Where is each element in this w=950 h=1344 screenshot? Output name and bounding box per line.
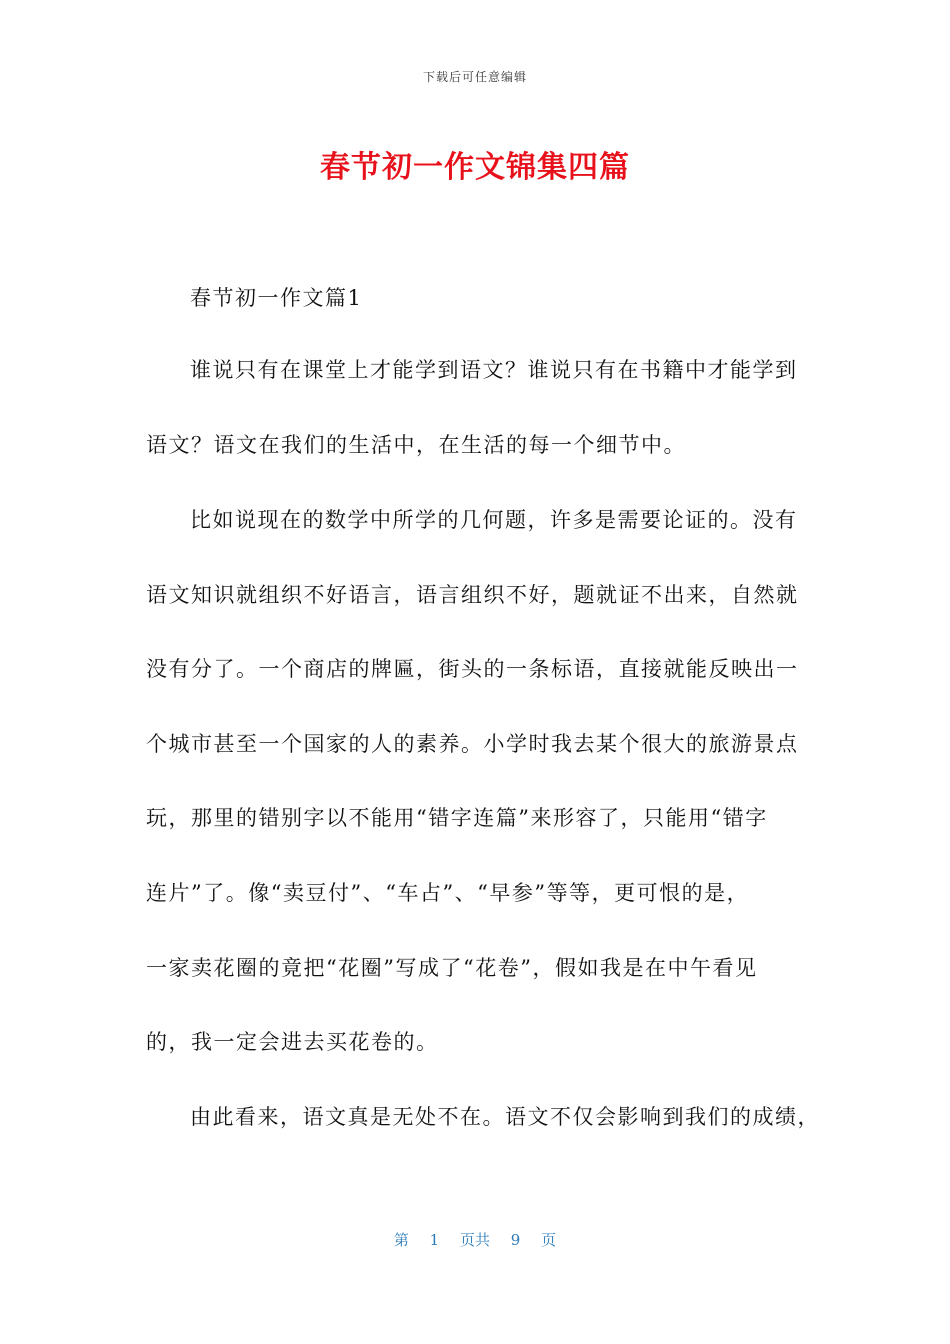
body-line: 比如说现在的数学中所学的几何题，许多是需要论证的。没有 (190, 508, 798, 532)
body-line: 玩，那里的错别字以不能用“错字连篇”来形容了，只能用“错字 (146, 806, 768, 830)
footer-suffix: 页 (541, 1231, 557, 1249)
body-line: 谁说只有在课堂上才能学到语文？谁说只有在书籍中才能学到 (190, 358, 798, 382)
section-heading: 春节初一作文篇1 (190, 286, 363, 310)
body-line: 的，我一定会进去买花卷的。 (146, 1030, 439, 1054)
body-line: 连片”了。像“卖豆付”、“车占”、“早参”等等，更可恨的是， (146, 881, 750, 905)
footer-middle: 页共 (459, 1231, 490, 1249)
body-line: 个城市甚至一个国家的人的素养。小学时我去某个很大的旅游景点 (146, 732, 799, 756)
body-line: 由此看来，语文真是无处不在。语文不仅会影响到我们的成绩， (190, 1105, 820, 1129)
body-line: 语文知识就组织不好语言，语言组织不好，题就证不出来，自然就 (146, 583, 799, 607)
body-line: 一家卖花圈的竟把“花圈”写成了“花卷”，假如我是在中午看见 (146, 956, 758, 980)
footer-total-pages: 9 (510, 1231, 521, 1249)
document-title: 春节初一作文锦集四篇 (320, 150, 630, 185)
footer-prefix: 第 (393, 1231, 409, 1249)
page-footer (0, 1229, 950, 1250)
page-header-note: 下载后可任意编辑 (422, 70, 527, 84)
body-line: 没有分了。一个商店的牌匾，街头的一条标语，直接就能反映出一 (146, 657, 799, 681)
body-line: 语文？语文在我们的生活中，在生活的每一个细节中。 (146, 433, 686, 457)
footer-current-page: 1 (429, 1231, 440, 1249)
